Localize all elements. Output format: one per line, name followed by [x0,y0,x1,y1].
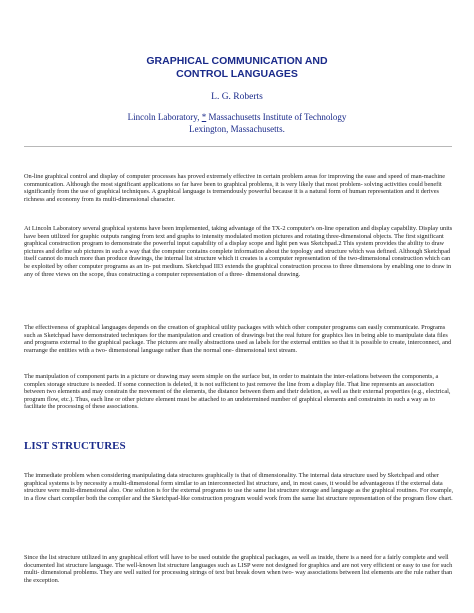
affiliation-institution-suffix: Massachusetts Institute of Technology [206,112,347,122]
paper-title-line-1: GRAPHICAL COMMUNICATION AND [146,55,328,67]
paper-title-line-2: CONTROL LANGUAGES [176,68,298,80]
paragraph-list-languages: Since the list structure utilized in any graphical effort will have to be used outside the graphical packages, as well as inside, there is a need for a fairly complete and well documented list structure language. The well-known list structure languages such as LISP were not designed for graphics and are not very efficient or easy to use for such multi- dimensional problems. They are well suited for processing strings of text but break down when two- way associations between list elements are the rule rather than the exception. [24,554,453,584]
footnote-marker-link[interactable]: * [201,112,207,122]
paragraph-lincoln-lab: At Lincoln Laboratory several graphical systems have been implemented, taking advantage of the TX-2 computer's on-line operation and display capability. Display units have been utilized for graphic outputs ranging from text and graphs to intensity modulated motion pictures and rotating three-dimensional objects. The first significant graphical construction program to demonstrate the powerful input capability of a display scope and light pen was Sketchpad.2 This system provides the ability to draw pictures and define sub pictures in such a way that the computer contains complete information about the topology and structure which was defined. Although Sketchpad itself cannot do much more than produce drawings, the internal list structure which it creates is a computer representation of the two-dimensional construction which can be exploited by other computer programs as an in- put medium. Sketchpad III3 extends the graphical construction process to three dimensions by enabling one to draw in any of three views on the scope, thus constructing a computer representation of a three- dimensional drawing. [24,225,453,278]
paragraph-manipulation: The manipulation of component parts in a picture or drawing may seem simple on the surface but, in order to maintain the inter-relations between the components, a complex storage structure is needed. If some connection is deleted, it is not sufficient to just remove the line from a display file. That line represents an association between two elements and may constrain the movement of the elements, the distance between them and their deletion, as well as their external properties (e.g., electrical, program flow, etc.). Thus, each line or other picture element must be attached to an undetermined number of graphical elements and constraints in such a way as to facilitate the processing of these associations. [24,373,451,411]
paragraph-dimensionality: The immediate problem when considering manipulating data structures graphically is that of dimensionality. The internal data structure used by Sketchpad and other graphical systems is by necessity a multi-dimensional form similar to an interconnected list structure, and, in most cases, it would be advantageous if the external data structure were multi-dimensional also. One solution is for the external programs to use the same list structure storage and language as the graphical routines. For example, in a flow chart compiler both the compiler and the Sketchpad-like construction program would work from the same list structure representation of the program flow chart. [24,472,454,502]
header-divider [24,146,452,147]
affiliation [0,111,474,123]
paragraph-effectiveness: The effectiveness of graphical languages depends on the creation of graphical utility packages with which other computer programs can easily communicate. Programs such as Sketchpad have demonstrated techniques for the manipulation and creation of drawings but the real future for graphics lies in being able to manipulate data files and programs external to the graphical package. The pictures are really abstractions used as labels for the external entities so that it is possible to create, interconnect, and rearrange the entities with a two- dimensional language rather than the normal one- dimensional text stream. [24,324,452,354]
affiliation-location: Lexington, Massachusetts. [189,124,285,134]
section-heading-list-structures: LIST STRUCTURES [24,440,126,452]
author-name: L. G. Roberts [211,92,263,102]
paragraph-intro: On-line graphical control and display of computer processes has proved extremely effective in certain problem areas for improving the ease and speed of man-machine communication. Although the most significant applications so far have been to graphical problems, it is very likely that most problem- solving activities could benefit significantly from the use of graphical techniques. A graphical language is tremendously powerful because it is a natural form of human representation and it derives richness and economy from its multi-dimensional character. [24,173,446,203]
affiliation-institution-prefix: Lincoln Laboratory, [127,112,202,122]
